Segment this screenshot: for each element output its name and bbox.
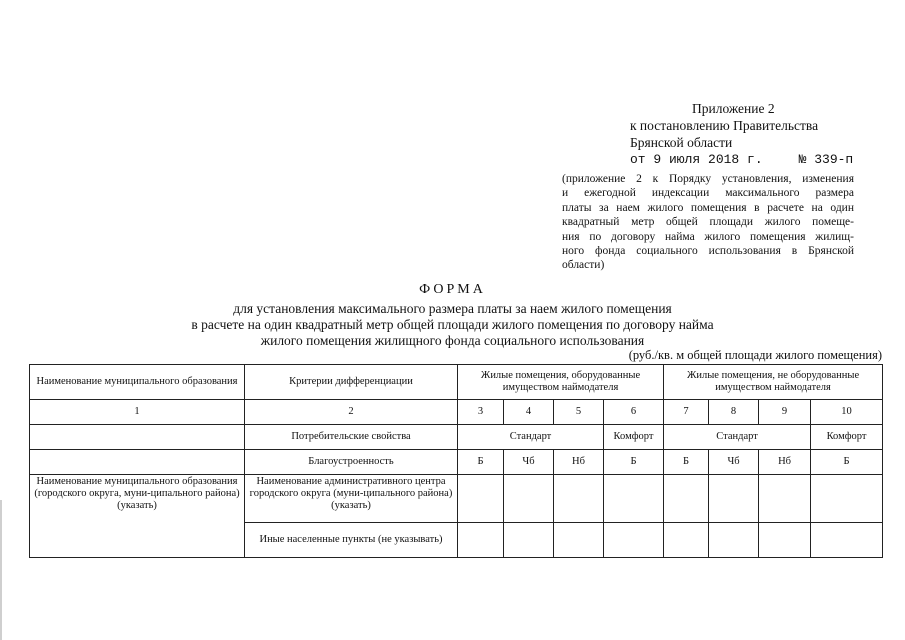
appendix-header — [630, 100, 890, 168]
value-cell[interactable] — [811, 523, 883, 558]
form-title: ФОРМА — [419, 282, 486, 297]
amenities-row — [30, 450, 883, 475]
appendix-note — [562, 172, 854, 273]
header-not-equipped: Жилые помещения, не оборудованные имуществом наймодателя — [664, 365, 883, 400]
value-cell[interactable] — [759, 475, 811, 523]
value-cell[interactable] — [458, 475, 504, 523]
value-cell[interactable] — [759, 523, 811, 558]
form-subtitle-line: в расчете на один квадратный метр общей площади жилого помещения по договору найма — [191, 317, 714, 332]
value-cell[interactable] — [709, 523, 759, 558]
amenities-label: Благоустроенность — [245, 450, 458, 475]
value-cell[interactable] — [811, 475, 883, 523]
col-number: 7 — [664, 400, 709, 425]
note-line: области) — [562, 259, 605, 272]
municipality-name-cell: Наименование муниципального образования (городского округа, муни-ципального района) (указать) — [30, 475, 245, 558]
value-cell[interactable] — [664, 475, 709, 523]
header-criteria: Критерии дифференциации — [245, 365, 458, 400]
appendix-date-line — [630, 151, 890, 168]
appendix-number: № 339-п — [798, 152, 854, 167]
value-cell[interactable] — [604, 523, 664, 558]
comfort-equipped: Комфорт — [604, 425, 664, 450]
note-line: платы за наем жилого помещения в расчете на один — [562, 201, 854, 214]
header-municipality: Наименование муниципального образования — [30, 365, 245, 400]
appendix-date: от 9 июля 2018 г. — [630, 152, 763, 167]
note-line: ния по договору найма жилого помещения жилищ- — [562, 230, 854, 243]
col-number: 1 — [30, 400, 245, 425]
appendix-title: Приложение 2 — [692, 101, 775, 116]
value-cell[interactable] — [554, 475, 604, 523]
col-number: 6 — [604, 400, 664, 425]
col-number: 4 — [504, 400, 554, 425]
units-label: (руб./кв. м общей площади жилого помещения) — [628, 348, 882, 362]
standard-equipped: Стандарт — [458, 425, 604, 450]
value-cell[interactable] — [664, 523, 709, 558]
standard-not-equipped: Стандарт — [664, 425, 811, 450]
table-row — [30, 475, 883, 523]
consumer-properties-row — [30, 425, 883, 450]
note-line: квадратный метр общей площади жилого помеще- — [562, 216, 854, 229]
empty-cell[interactable] — [30, 425, 245, 450]
rent-form-table — [29, 364, 883, 558]
empty-cell[interactable] — [30, 450, 245, 475]
amenity-value: Нб — [554, 450, 604, 475]
column-numbers-row — [30, 400, 883, 425]
appendix-line1: к постановлению Правительства — [630, 118, 819, 133]
col-number: 9 — [759, 400, 811, 425]
form-subtitle-line: жилого помещения жилищного фонда социального использования — [260, 333, 645, 348]
header-equipped: Жилые помещения, оборудованные имуществом наймодателя — [458, 365, 664, 400]
value-cell[interactable] — [504, 475, 554, 523]
col-number: 3 — [458, 400, 504, 425]
col-number: 2 — [245, 400, 458, 425]
value-cell[interactable] — [504, 523, 554, 558]
value-cell[interactable] — [458, 523, 504, 558]
note-line: ного фонда социального использования в Брянской — [562, 245, 854, 258]
col-number: 8 — [709, 400, 759, 425]
table-header-row — [30, 365, 883, 400]
note-line: (приложение 2 к Порядку установления, изменения — [562, 173, 854, 185]
amenity-value: Б — [458, 450, 504, 475]
amenity-value: Нб — [759, 450, 811, 475]
amenity-value: Б — [604, 450, 664, 475]
amenity-value: Чб — [504, 450, 554, 475]
note-line: и ежегодной индексации максимального размера — [562, 187, 854, 200]
consumer-properties-label: Потребительские свойства — [245, 425, 458, 450]
amenity-value: Б — [811, 450, 883, 475]
scan-edge-mark — [0, 500, 2, 640]
col-number: 5 — [554, 400, 604, 425]
admin-center-cell: Наименование административного центра городского округа (муни-ципального района) (указать) — [245, 475, 458, 523]
amenity-value: Чб — [709, 450, 759, 475]
other-settlements-cell: Иные населенные пункты (не указывать) — [245, 523, 458, 558]
comfort-not-equipped: Комфорт — [811, 425, 883, 450]
amenity-value: Б — [664, 450, 709, 475]
form-subtitle-line: для установления максимального размера платы за наем жилого помещения — [233, 301, 672, 316]
value-cell[interactable] — [709, 475, 759, 523]
value-cell[interactable] — [604, 475, 664, 523]
value-cell[interactable] — [554, 523, 604, 558]
col-number: 10 — [811, 400, 883, 425]
appendix-line2: Брянской области — [630, 135, 733, 150]
